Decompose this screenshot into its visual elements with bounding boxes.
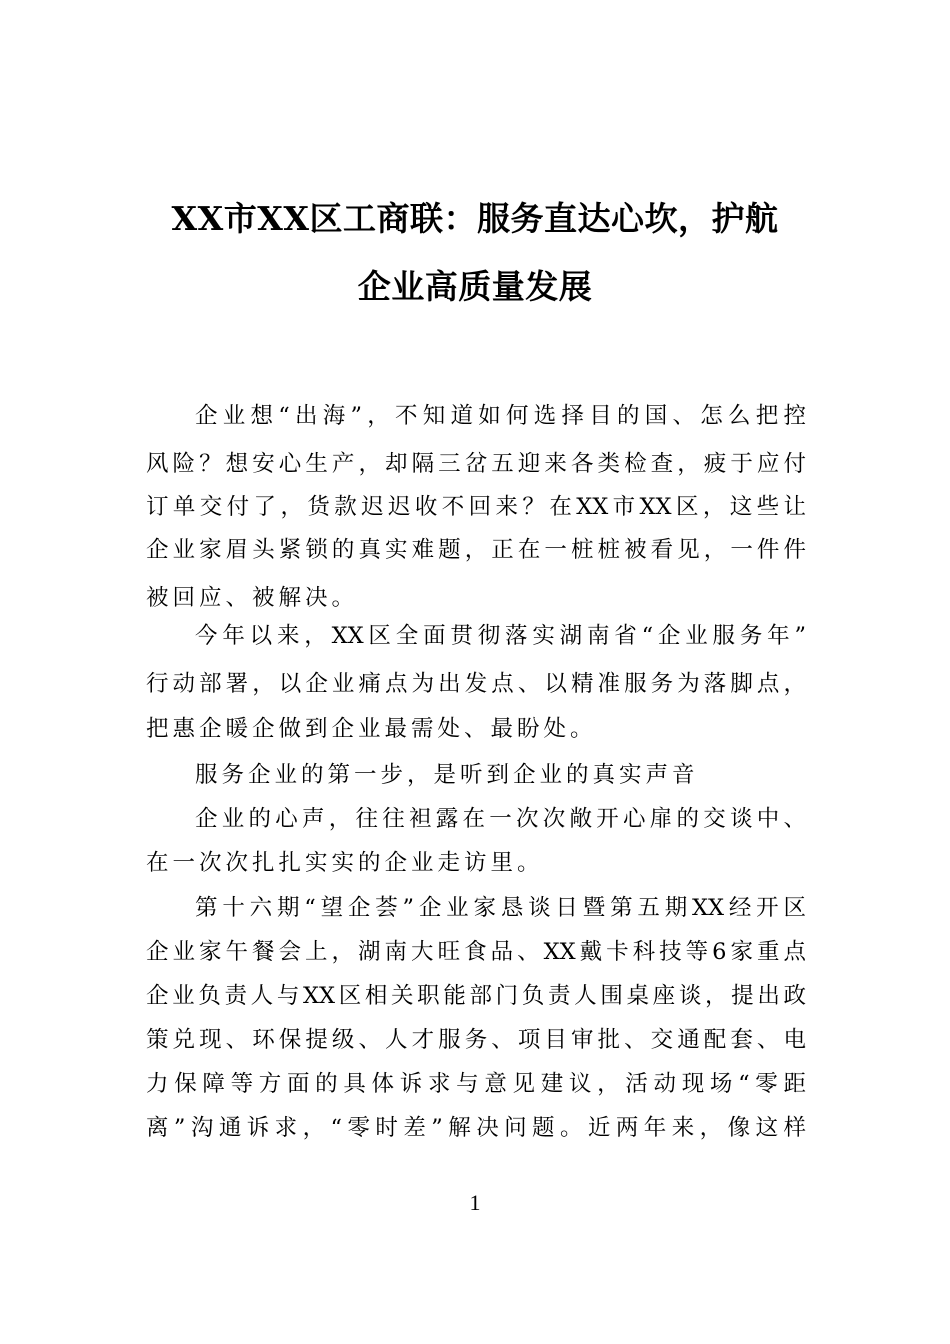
body-line: 企业家眉头紧锁的真实难题，正在一桩桩被看见，一件件 — [146, 537, 806, 563]
document-title-line-2: 企业高质量发展 — [357, 267, 593, 306]
body-line: 企业的心声，往往袒露在一次次敞开心扉的交谈中、 — [195, 806, 806, 832]
body-line: 企业家午餐会上，湖南大旺食品、XX戴卡科技等6家重点 — [146, 939, 806, 965]
section-heading: 服务企业的第一步，是听到企业的真实声音 — [195, 762, 699, 788]
document-title-line-1: XX市XX区工商联：服务直达心坎，护航 — [171, 199, 779, 238]
body-line: 第十六期“望企荟”企业家恳谈日暨第五期XX经开区 — [195, 895, 806, 921]
body-line: 离”沟通诉求，“零时差”解决问题。近两年来，像这样 — [146, 1115, 806, 1141]
body-line: 策兑现、环保提级、人才服务、项目审批、交通配套、电 — [146, 1027, 806, 1053]
body-line: 行动部署，以企业痛点为出发点、以精准服务为落脚点， — [146, 671, 806, 697]
body-line: 企业想“出海”，不知道如何选择目的国、怎么把控 — [195, 403, 806, 429]
body-line: 被回应、被解决。 — [146, 585, 359, 611]
body-line: 把惠企暖企做到企业最需处、最盼处。 — [146, 716, 597, 742]
body-line: 订单交付了，货款迟迟收不回来？在XX市XX区，这些让 — [146, 494, 806, 520]
body-line: 今年以来，XX区全面贯彻落实湖南省“企业服务年” — [195, 623, 806, 649]
body-line: 风险？想安心生产，却隔三岔五迎来各类检查，疲于应付 — [146, 451, 806, 477]
page-number: 1 — [469, 1190, 481, 1215]
body-line: 在一次次扎扎实实的企业走访里。 — [146, 850, 544, 876]
body-line: 力保障等方面的具体诉求与意见建议，活动现场“零距 — [146, 1071, 806, 1097]
body-line: 企业负责人与XX区相关职能部门负责人围桌座谈，提出政 — [146, 983, 806, 1009]
